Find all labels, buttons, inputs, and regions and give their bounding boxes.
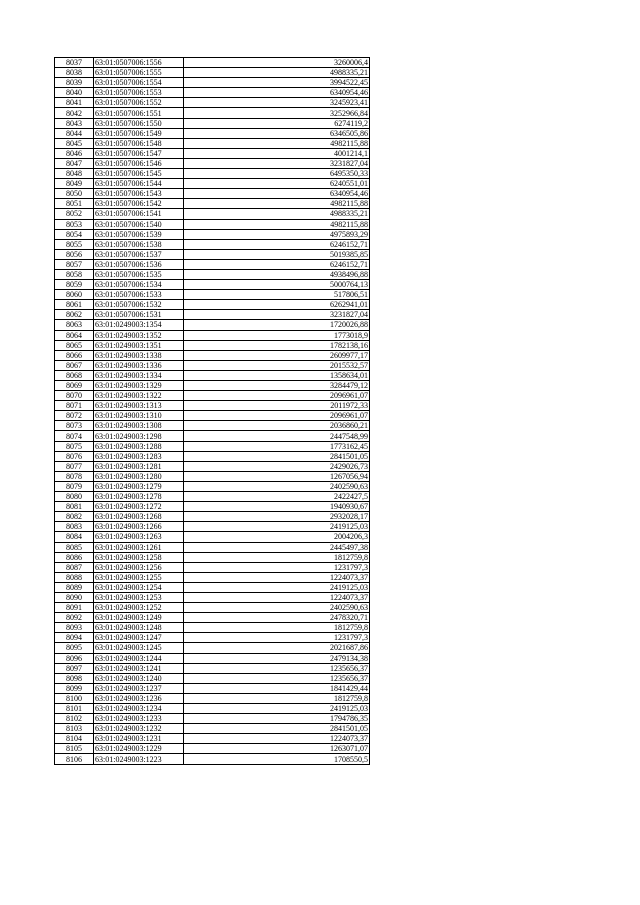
cadastral-value-cell: 1812759,8 [184, 552, 370, 562]
row-number-cell: 8090 [55, 592, 94, 602]
cadastral-value-cell: 1224073,37 [184, 734, 370, 744]
cadastral-number-cell: 63:01:0249003:1245 [94, 643, 184, 653]
table-row [55, 471, 370, 481]
cadastral-value-cell: 2036860,21 [184, 421, 370, 431]
row-number-cell: 8081 [55, 502, 94, 512]
cadastral-number-cell: 63:01:0507006:1531 [94, 310, 184, 320]
table-row [55, 58, 370, 68]
table-row [55, 714, 370, 724]
table-row [55, 704, 370, 714]
cadastral-value-cell: 3260006,4 [184, 58, 370, 68]
cadastral-value-cell: 2841501,05 [184, 724, 370, 734]
row-number-cell: 8050 [55, 189, 94, 199]
row-number-cell: 8103 [55, 724, 94, 734]
row-number-cell: 8070 [55, 391, 94, 401]
table-row [55, 451, 370, 461]
table-row [55, 401, 370, 411]
row-number-cell: 8106 [55, 754, 94, 764]
cadastral-value-cell: 6240551,01 [184, 179, 370, 189]
cadastral-value-cell: 2096961,07 [184, 391, 370, 401]
row-number-cell: 8092 [55, 613, 94, 623]
cadastral-number-cell: 63:01:0249003:1334 [94, 370, 184, 380]
cadastral-number-cell: 63:01:0507006:1556 [94, 58, 184, 68]
table-row [55, 522, 370, 532]
cadastral-value-cell: 2419125,03 [184, 582, 370, 592]
row-number-cell: 8080 [55, 492, 94, 502]
row-number-cell: 8060 [55, 290, 94, 300]
table-row [55, 320, 370, 330]
table-row [55, 512, 370, 522]
cadastral-value-cell: 2419125,03 [184, 522, 370, 532]
cadastral-number-cell: 63:01:0249003:1233 [94, 714, 184, 724]
row-number-cell: 8057 [55, 259, 94, 269]
table-row [55, 532, 370, 542]
cadastral-number-cell: 63:01:0249003:1241 [94, 663, 184, 673]
row-number-cell: 8066 [55, 350, 94, 360]
row-number-cell: 8065 [55, 340, 94, 350]
row-number-cell: 8048 [55, 169, 94, 179]
cadastral-number-cell: 63:01:0249003:1313 [94, 401, 184, 411]
table-row [55, 219, 370, 229]
cadastral-value-cell: 2932028,17 [184, 512, 370, 522]
cadastral-number-cell: 63:01:0249003:1351 [94, 340, 184, 350]
cadastral-value-cell: 6495350,33 [184, 169, 370, 179]
cadastral-number-cell: 63:01:0249003:1281 [94, 461, 184, 471]
cadastral-number-cell: 63:01:0249003:1272 [94, 502, 184, 512]
cadastral-number-cell: 63:01:0249003:1237 [94, 683, 184, 693]
row-number-cell: 8094 [55, 633, 94, 643]
cadastral-value-cell: 1773018,9 [184, 330, 370, 340]
table-row [55, 421, 370, 431]
row-number-cell: 8042 [55, 108, 94, 118]
cadastral-number-cell: 63:01:0507006:1535 [94, 269, 184, 279]
cadastral-number-cell: 63:01:0249003:1232 [94, 724, 184, 734]
row-number-cell: 8068 [55, 370, 94, 380]
table-row [55, 603, 370, 613]
cadastral-number-cell: 63:01:0507006:1555 [94, 68, 184, 78]
cadastral-value-cell: 6340954,46 [184, 189, 370, 199]
cadastral-number-cell: 63:01:0249003:1261 [94, 542, 184, 552]
cadastral-value-cell: 2429026,73 [184, 461, 370, 471]
row-number-cell: 8097 [55, 663, 94, 673]
cadastral-number-cell: 63:01:0507006:1546 [94, 158, 184, 168]
row-number-cell: 8047 [55, 158, 94, 168]
table-row [55, 179, 370, 189]
row-number-cell: 8071 [55, 401, 94, 411]
table-row [55, 138, 370, 148]
table-row [55, 360, 370, 370]
table-row [55, 461, 370, 471]
row-number-cell: 8105 [55, 744, 94, 754]
cadastral-value-cell: 1773162,45 [184, 441, 370, 451]
cadastral-value-cell: 1782138,16 [184, 340, 370, 350]
row-number-cell: 8056 [55, 249, 94, 259]
cadastral-number-cell: 63:01:0507006:1554 [94, 78, 184, 88]
cadastral-value-cell: 4988335,21 [184, 68, 370, 78]
table-row [55, 623, 370, 633]
cadastral-number-cell: 63:01:0249003:1234 [94, 704, 184, 714]
cadastral-number-cell: 63:01:0507006:1548 [94, 138, 184, 148]
cadastral-value-cell: 1720026,88 [184, 320, 370, 330]
table-row [55, 108, 370, 118]
row-number-cell: 8058 [55, 269, 94, 279]
table-row [55, 683, 370, 693]
table-row [55, 734, 370, 744]
table-row [55, 199, 370, 209]
table-row [55, 269, 370, 279]
table-row [55, 239, 370, 249]
cadastral-value-cell: 2419125,03 [184, 704, 370, 714]
cadastral-value-cell: 5019385,85 [184, 249, 370, 259]
cadastral-number-cell: 63:01:0249003:1258 [94, 552, 184, 562]
table-row [55, 98, 370, 108]
cadastral-number-cell: 63:01:0249003:1354 [94, 320, 184, 330]
cadastral-number-cell: 63:01:0507006:1545 [94, 169, 184, 179]
cadastral-number-cell: 63:01:0249003:1249 [94, 613, 184, 623]
table-row [55, 653, 370, 663]
cadastral-number-cell: 63:01:0249003:1352 [94, 330, 184, 340]
cadastral-number-cell: 63:01:0249003:1248 [94, 623, 184, 633]
table-row [55, 381, 370, 391]
cadastral-number-cell: 63:01:0507006:1544 [94, 179, 184, 189]
row-number-cell: 8069 [55, 381, 94, 391]
cadastral-value-cell: 2021687,86 [184, 643, 370, 653]
row-number-cell: 8059 [55, 280, 94, 290]
cadastral-value-cell: 6346505,86 [184, 128, 370, 138]
table-row [55, 310, 370, 320]
table-row [55, 340, 370, 350]
table-row [55, 492, 370, 502]
cadastral-number-cell: 63:01:0507006:1542 [94, 199, 184, 209]
cadastral-number-cell: 63:01:0249003:1255 [94, 572, 184, 582]
table-row [55, 572, 370, 582]
cadastral-value-cell: 1267056,94 [184, 471, 370, 481]
table-row [55, 663, 370, 673]
table-row [55, 744, 370, 754]
cadastral-value-cell: 1708550,5 [184, 754, 370, 764]
table-row [55, 350, 370, 360]
row-number-cell: 8091 [55, 603, 94, 613]
cadastral-number-cell: 63:01:0507006:1536 [94, 259, 184, 269]
cadastral-number-cell: 63:01:0507006:1547 [94, 148, 184, 158]
cadastral-value-cell: 2445497,38 [184, 542, 370, 552]
row-number-cell: 8064 [55, 330, 94, 340]
cadastral-number-cell: 63:01:0249003:1266 [94, 522, 184, 532]
row-number-cell: 8076 [55, 451, 94, 461]
cadastral-value-cell: 4988335,21 [184, 209, 370, 219]
row-number-cell: 8087 [55, 562, 94, 572]
cadastral-number-cell: 63:01:0507006:1550 [94, 118, 184, 128]
cadastral-value-cell: 2447548,99 [184, 431, 370, 441]
cadastral-value-cell: 1812759,8 [184, 623, 370, 633]
table-row [55, 673, 370, 683]
cadastral-number-cell: 63:01:0507006:1539 [94, 229, 184, 239]
row-number-cell: 8044 [55, 128, 94, 138]
cadastral-value-cell: 517806,51 [184, 290, 370, 300]
table-row [55, 118, 370, 128]
table-row [55, 128, 370, 138]
cadastral-value-cell: 2478320,71 [184, 613, 370, 623]
table-row [55, 582, 370, 592]
table-row [55, 169, 370, 179]
table-row [55, 613, 370, 623]
cadastral-number-cell: 63:01:0249003:1280 [94, 471, 184, 481]
cadastral-value-cell: 1940930,67 [184, 502, 370, 512]
row-number-cell: 8049 [55, 179, 94, 189]
row-number-cell: 8102 [55, 714, 94, 724]
cadastral-value-cell: 2609977,17 [184, 350, 370, 360]
cadastral-number-cell: 63:01:0507006:1540 [94, 219, 184, 229]
cadastral-value-cell: 1812759,8 [184, 693, 370, 703]
cadastral-value-cell: 6246152,71 [184, 259, 370, 269]
row-number-cell: 8043 [55, 118, 94, 128]
table-row [55, 502, 370, 512]
table-row [55, 229, 370, 239]
cadastral-value-cell: 2015532,57 [184, 360, 370, 370]
cadastral-number-cell: 63:01:0249003:1279 [94, 481, 184, 491]
cadastral-number-cell: 63:01:0507006:1543 [94, 189, 184, 199]
cadastral-number-cell: 63:01:0249003:1283 [94, 451, 184, 461]
row-number-cell: 8095 [55, 643, 94, 653]
row-number-cell: 8096 [55, 653, 94, 663]
cadastral-number-cell: 63:01:0507006:1553 [94, 88, 184, 98]
table-row [55, 562, 370, 572]
cadastral-number-cell: 63:01:0507006:1537 [94, 249, 184, 259]
row-number-cell: 8098 [55, 673, 94, 683]
cadastral-number-cell: 63:01:0249003:1240 [94, 673, 184, 683]
cadastral-number-cell: 63:01:0249003:1263 [94, 532, 184, 542]
cadastral-value-cell: 2011972,33 [184, 401, 370, 411]
table-row [55, 724, 370, 734]
row-number-cell: 8104 [55, 734, 94, 744]
cadastral-value-cell: 2841501,05 [184, 451, 370, 461]
cadastral-number-cell: 63:01:0249003:1244 [94, 653, 184, 663]
table-row [55, 158, 370, 168]
cadastral-number-cell: 63:01:0249003:1254 [94, 582, 184, 592]
cadastral-number-cell: 63:01:0249003:1322 [94, 391, 184, 401]
row-number-cell: 8074 [55, 431, 94, 441]
cadastral-number-cell: 63:01:0249003:1268 [94, 512, 184, 522]
cadastral-value-cell: 4982115,88 [184, 138, 370, 148]
row-number-cell: 8085 [55, 542, 94, 552]
row-number-cell: 8086 [55, 552, 94, 562]
table-row [55, 391, 370, 401]
cadastral-number-cell: 63:01:0249003:1247 [94, 633, 184, 643]
cadastral-value-cell: 1231797,3 [184, 633, 370, 643]
cadastral-value-cell: 6274119,2 [184, 118, 370, 128]
cadastral-number-cell: 63:01:0507006:1534 [94, 280, 184, 290]
table-row [55, 643, 370, 653]
table-row [55, 633, 370, 643]
row-number-cell: 8040 [55, 88, 94, 98]
table-row [55, 189, 370, 199]
cadastral-value-cell: 1235656,37 [184, 673, 370, 683]
row-number-cell: 8101 [55, 704, 94, 714]
cadastral-number-cell: 63:01:0249003:1278 [94, 492, 184, 502]
row-number-cell: 8067 [55, 360, 94, 370]
table-row [55, 441, 370, 451]
row-number-cell: 8084 [55, 532, 94, 542]
row-number-cell: 8079 [55, 481, 94, 491]
row-number-cell: 8075 [55, 441, 94, 451]
cadastral-number-cell: 63:01:0249003:1253 [94, 592, 184, 602]
cadastral-number-cell: 63:01:0249003:1229 [94, 744, 184, 754]
cadastral-value-cell: 6246152,71 [184, 239, 370, 249]
cadastral-number-cell: 63:01:0507006:1541 [94, 209, 184, 219]
cadastral-value-cell: 1358634,01 [184, 370, 370, 380]
cadastral-value-cell: 1224073,37 [184, 572, 370, 582]
cadastral-value-cell: 1263071,07 [184, 744, 370, 754]
table-row [55, 78, 370, 88]
table-row [55, 411, 370, 421]
row-number-cell: 8088 [55, 572, 94, 582]
row-number-cell: 8054 [55, 229, 94, 239]
row-number-cell: 8038 [55, 68, 94, 78]
row-number-cell: 8062 [55, 310, 94, 320]
row-number-cell: 8037 [55, 58, 94, 68]
row-number-cell: 8051 [55, 199, 94, 209]
table-row [55, 592, 370, 602]
row-number-cell: 8046 [55, 148, 94, 158]
cadastral-value-cell: 6262941,01 [184, 300, 370, 310]
cadastral-number-cell: 63:01:0249003:1231 [94, 734, 184, 744]
cadastral-value-cell: 1231797,3 [184, 562, 370, 572]
cadastral-value-cell: 6340954,46 [184, 88, 370, 98]
cadastral-number-cell: 63:01:0507006:1549 [94, 128, 184, 138]
cadastral-value-cell: 2422427,5 [184, 492, 370, 502]
row-number-cell: 8041 [55, 98, 94, 108]
table-row [55, 481, 370, 491]
cadastral-value-cell: 2096961,07 [184, 411, 370, 421]
row-number-cell: 8093 [55, 623, 94, 633]
cadastral-value-cell: 3284479,12 [184, 381, 370, 391]
cadastral-number-cell: 63:01:0249003:1329 [94, 381, 184, 391]
table-row [55, 754, 370, 764]
table-row [55, 330, 370, 340]
row-number-cell: 8055 [55, 239, 94, 249]
row-number-cell: 8063 [55, 320, 94, 330]
table-row [55, 209, 370, 219]
cadastral-value-cell: 2402590,63 [184, 603, 370, 613]
cadastral-value-cell: 4938496,88 [184, 269, 370, 279]
row-number-cell: 8083 [55, 522, 94, 532]
row-number-cell: 8100 [55, 693, 94, 703]
cadastral-value-cell: 2004206,3 [184, 532, 370, 542]
table-row [55, 88, 370, 98]
cadastral-value-cell: 3252966,84 [184, 108, 370, 118]
cadastral-value-cell: 3245923,41 [184, 98, 370, 108]
cadastral-value-cell: 4975893,29 [184, 229, 370, 239]
table-row [55, 300, 370, 310]
table-row [55, 542, 370, 552]
cadastral-value-cell: 2402590,63 [184, 481, 370, 491]
row-number-cell: 8073 [55, 421, 94, 431]
cadastral-value-cell: 4982115,88 [184, 219, 370, 229]
cadastral-number-cell: 63:01:0249003:1310 [94, 411, 184, 421]
row-number-cell: 8052 [55, 209, 94, 219]
table-row [55, 259, 370, 269]
cadastral-number-cell: 63:01:0249003:1338 [94, 350, 184, 360]
table-row [55, 370, 370, 380]
table-row [55, 148, 370, 158]
row-number-cell: 8045 [55, 138, 94, 148]
cadastral-value-cell: 2479134,38 [184, 653, 370, 663]
table-row [55, 290, 370, 300]
cadastral-number-cell: 63:01:0249003:1288 [94, 441, 184, 451]
table-row [55, 431, 370, 441]
table-body [55, 58, 370, 765]
cadastral-value-table [54, 57, 370, 765]
cadastral-number-cell: 63:01:0249003:1336 [94, 360, 184, 370]
cadastral-number-cell: 63:01:0507006:1538 [94, 239, 184, 249]
table-row [55, 693, 370, 703]
row-number-cell: 8072 [55, 411, 94, 421]
cadastral-number-cell: 63:01:0249003:1223 [94, 754, 184, 764]
table-row [55, 552, 370, 562]
row-number-cell: 8061 [55, 300, 94, 310]
cadastral-number-cell: 63:01:0249003:1256 [94, 562, 184, 572]
cadastral-number-cell: 63:01:0249003:1308 [94, 421, 184, 431]
cadastral-value-cell: 1224073,37 [184, 592, 370, 602]
cadastral-number-cell: 63:01:0249003:1236 [94, 693, 184, 703]
cadastral-number-cell: 63:01:0249003:1252 [94, 603, 184, 613]
row-number-cell: 8078 [55, 471, 94, 481]
cadastral-number-cell: 63:01:0507006:1533 [94, 290, 184, 300]
row-number-cell: 8082 [55, 512, 94, 522]
cadastral-value-cell: 1235656,37 [184, 663, 370, 673]
row-number-cell: 8089 [55, 582, 94, 592]
cadastral-value-cell: 4982115,88 [184, 199, 370, 209]
cadastral-number-cell: 63:01:0249003:1298 [94, 431, 184, 441]
cadastral-value-cell: 3231827,04 [184, 310, 370, 320]
cadastral-number-cell: 63:01:0507006:1551 [94, 108, 184, 118]
cadastral-value-cell: 4001214,1 [184, 148, 370, 158]
table-row [55, 68, 370, 78]
cadastral-number-cell: 63:01:0507006:1532 [94, 300, 184, 310]
cadastral-value-cell: 1794786,35 [184, 714, 370, 724]
row-number-cell: 8039 [55, 78, 94, 88]
table-row [55, 249, 370, 259]
row-number-cell: 8053 [55, 219, 94, 229]
row-number-cell: 8077 [55, 461, 94, 471]
cadastral-value-cell: 1841429,44 [184, 683, 370, 693]
cadastral-value-cell: 5000764,13 [184, 280, 370, 290]
row-number-cell: 8099 [55, 683, 94, 693]
cadastral-value-cell: 3231827,04 [184, 158, 370, 168]
cadastral-value-cell: 3994522,45 [184, 78, 370, 88]
cadastral-number-cell: 63:01:0507006:1552 [94, 98, 184, 108]
table-row [55, 280, 370, 290]
